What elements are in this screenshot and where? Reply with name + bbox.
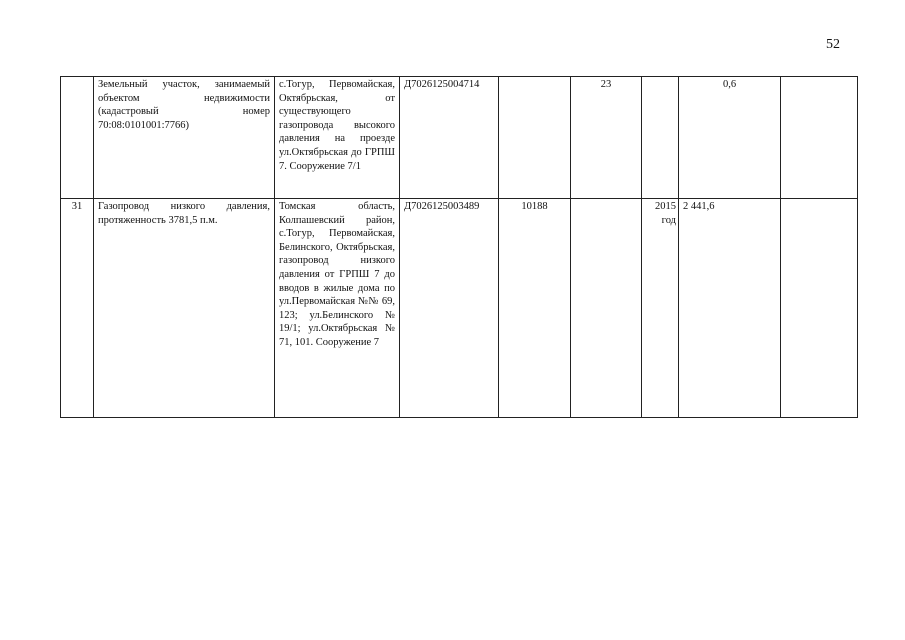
row-number: 31 bbox=[61, 199, 94, 418]
table-row bbox=[61, 199, 858, 418]
object-name: Земельный участок, занимаемый объектом недвижимости (кадастровый номер 70:08:0101001:7766) bbox=[94, 77, 275, 199]
year-cell: 2015 год bbox=[642, 199, 679, 418]
property-table bbox=[60, 76, 858, 418]
cell-value: 2 441,6 bbox=[679, 199, 781, 418]
cell-value bbox=[781, 77, 858, 199]
object-code: Д7026125004714 bbox=[400, 77, 499, 199]
cell-value bbox=[499, 77, 571, 199]
cell-value: 10188 bbox=[499, 199, 571, 418]
cell-value bbox=[781, 199, 858, 418]
object-code: Д7026125003489 bbox=[400, 199, 499, 418]
cell-value bbox=[571, 199, 642, 418]
object-address: Томская область, Колпашевский район, с.Тогур, Первомайская, Белинского, Октябрьская, газопровод низкого давления от ГРПШ 7 до вводов в жилые дома по ул.Первомайская №№ 69, 123; ул.Белинского № 19/1; ул.Октябрьская № 71, 101. Сооружение 7 bbox=[275, 199, 400, 418]
cell-value: 0,6 bbox=[679, 77, 781, 199]
year-cell bbox=[642, 77, 679, 199]
cell-value: 23 bbox=[571, 77, 642, 199]
row-number bbox=[61, 77, 94, 199]
object-name: Газопровод низкого давления, протяженность 3781,5 п.м. bbox=[94, 199, 275, 418]
table-row bbox=[61, 77, 858, 199]
page-number: 52 bbox=[826, 37, 840, 52]
object-address: с.Тогур, Первомайская, Октябрьская, от существующего газопровода высокого давления на проезде ул.Октябрьская до ГРПШ 7. Сооружение 7/1 bbox=[275, 77, 400, 199]
